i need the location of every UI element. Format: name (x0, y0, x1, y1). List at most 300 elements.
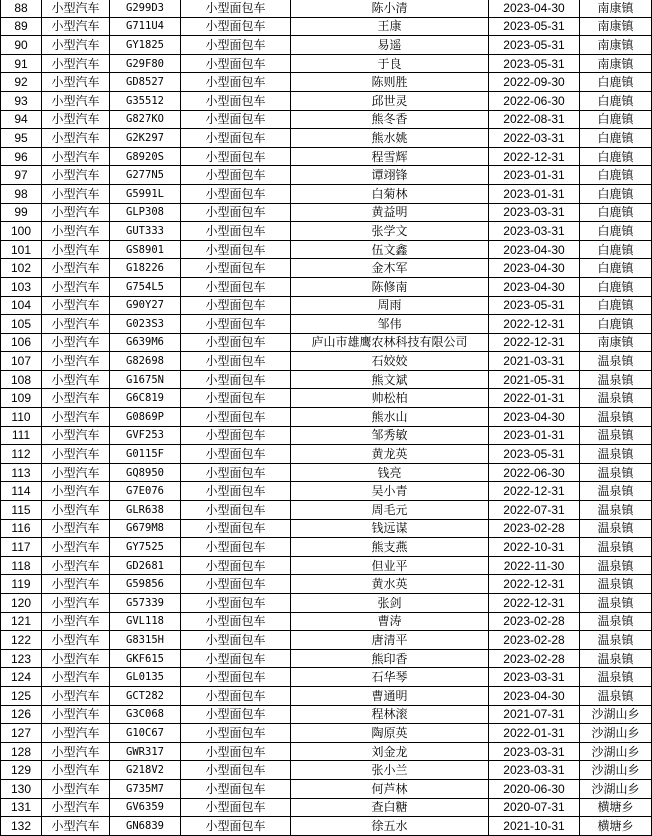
date-cell: 2022-01-31 (489, 389, 580, 408)
owner-cell: 石姣姣 (291, 352, 489, 371)
plate-number-cell: G5991L (110, 184, 181, 203)
table-row (1, 556, 652, 575)
vehicle-type-cell: 小型面包车 (181, 0, 291, 17)
plate-type-cell: 小型汽车 (42, 296, 110, 315)
owner-cell: 曹通明 (291, 686, 489, 705)
date-cell: 2022-12-31 (489, 575, 580, 594)
owner-cell: 黄益明 (291, 203, 489, 222)
town-cell: 温泉镇 (580, 426, 652, 445)
table-row (1, 631, 652, 650)
date-cell: 2023-03-31 (489, 222, 580, 241)
date-cell: 2023-04-30 (489, 277, 580, 296)
vehicle-type-cell: 小型面包车 (181, 445, 291, 464)
row-number-cell: 112 (1, 445, 42, 464)
date-cell: 2020-06-30 (489, 779, 580, 798)
table-row (1, 277, 652, 296)
table-row (1, 482, 652, 501)
owner-cell: 金木军 (291, 259, 489, 278)
owner-cell: 于良 (291, 54, 489, 73)
plate-number-cell: GD2681 (110, 556, 181, 575)
vehicle-type-cell: 小型面包车 (181, 333, 291, 352)
row-number-cell: 94 (1, 110, 42, 129)
town-cell: 白鹿镇 (580, 184, 652, 203)
date-cell: 2022-07-31 (489, 501, 580, 520)
table-row (1, 724, 652, 743)
row-number-cell: 88 (1, 0, 42, 17)
plate-type-cell: 小型汽车 (42, 408, 110, 427)
owner-cell: 黄龙英 (291, 445, 489, 464)
plate-type-cell: 小型汽车 (42, 798, 110, 817)
town-cell: 温泉镇 (580, 612, 652, 631)
row-number-cell: 132 (1, 817, 42, 836)
plate-number-cell: G8315H (110, 631, 181, 650)
plate-type-cell: 小型汽车 (42, 389, 110, 408)
row-number-cell: 128 (1, 742, 42, 761)
owner-cell: 刘金龙 (291, 742, 489, 761)
table-row (1, 426, 652, 445)
town-cell: 白鹿镇 (580, 147, 652, 166)
vehicle-type-cell: 小型面包车 (181, 575, 291, 594)
plate-number-cell: G218V2 (110, 761, 181, 780)
row-number-cell: 108 (1, 370, 42, 389)
table-row (1, 110, 652, 129)
plate-number-cell: G29F80 (110, 54, 181, 73)
plate-number-cell: GD8527 (110, 73, 181, 92)
row-number-cell: 122 (1, 631, 42, 650)
plate-type-cell: 小型汽车 (42, 91, 110, 110)
town-cell: 温泉镇 (580, 649, 652, 668)
town-cell: 南康镇 (580, 54, 652, 73)
owner-cell: 伍文鑫 (291, 240, 489, 259)
plate-number-cell: GN6839 (110, 817, 181, 836)
plate-type-cell: 小型汽车 (42, 742, 110, 761)
plate-type-cell: 小型汽车 (42, 501, 110, 520)
table-row (1, 519, 652, 538)
table-row (1, 315, 652, 334)
owner-cell: 张剑 (291, 594, 489, 613)
plate-number-cell: G8920S (110, 147, 181, 166)
plate-type-cell: 小型汽车 (42, 482, 110, 501)
table-row (1, 389, 652, 408)
plate-type-cell: 小型汽车 (42, 54, 110, 73)
table-row (1, 445, 652, 464)
vehicle-type-cell: 小型面包车 (181, 686, 291, 705)
table-row (1, 17, 652, 36)
row-number-cell: 124 (1, 668, 42, 687)
plate-type-cell: 小型汽车 (42, 333, 110, 352)
plate-type-cell: 小型汽车 (42, 240, 110, 259)
plate-type-cell: 小型汽车 (42, 463, 110, 482)
plate-type-cell: 小型汽车 (42, 166, 110, 185)
owner-cell: 王康 (291, 17, 489, 36)
owner-cell: 查白糖 (291, 798, 489, 817)
vehicle-type-cell: 小型面包车 (181, 779, 291, 798)
town-cell: 白鹿镇 (580, 203, 652, 222)
vehicle-type-cell: 小型面包车 (181, 147, 291, 166)
plate-type-cell: 小型汽车 (42, 556, 110, 575)
table-row (1, 501, 652, 520)
vehicle-type-cell: 小型面包车 (181, 389, 291, 408)
date-cell: 2022-12-31 (489, 147, 580, 166)
date-cell: 2022-01-31 (489, 724, 580, 743)
plate-number-cell: GKF615 (110, 649, 181, 668)
date-cell: 2023-01-31 (489, 184, 580, 203)
row-number-cell: 102 (1, 259, 42, 278)
town-cell: 白鹿镇 (580, 240, 652, 259)
vehicle-type-cell: 小型面包车 (181, 426, 291, 445)
town-cell: 白鹿镇 (580, 296, 652, 315)
plate-type-cell: 小型汽车 (42, 129, 110, 148)
table-row (1, 129, 652, 148)
plate-number-cell: GLR638 (110, 501, 181, 520)
date-cell: 2022-06-30 (489, 463, 580, 482)
vehicle-type-cell: 小型面包车 (181, 761, 291, 780)
owner-cell: 熊水山 (291, 408, 489, 427)
date-cell: 2023-03-31 (489, 203, 580, 222)
table-row (1, 352, 652, 371)
table-body (1, 0, 652, 835)
owner-cell: 程林滚 (291, 705, 489, 724)
town-cell: 沙湖山乡 (580, 705, 652, 724)
table-row (1, 798, 652, 817)
vehicle-type-cell: 小型面包车 (181, 649, 291, 668)
vehicle-type-cell: 小型面包车 (181, 798, 291, 817)
town-cell: 白鹿镇 (580, 129, 652, 148)
row-number-cell: 91 (1, 54, 42, 73)
vehicle-type-cell: 小型面包车 (181, 54, 291, 73)
row-number-cell: 107 (1, 352, 42, 371)
plate-number-cell: GY7525 (110, 538, 181, 557)
town-cell: 白鹿镇 (580, 110, 652, 129)
vehicle-type-cell: 小型面包车 (181, 17, 291, 36)
owner-cell: 程雪辉 (291, 147, 489, 166)
vehicle-type-cell: 小型面包车 (181, 482, 291, 501)
row-number-cell: 97 (1, 166, 42, 185)
table-row (1, 370, 652, 389)
table-row (1, 36, 652, 55)
plate-number-cell: G90Y27 (110, 296, 181, 315)
owner-cell: 熊支燕 (291, 538, 489, 557)
town-cell: 温泉镇 (580, 408, 652, 427)
plate-number-cell: G18226 (110, 259, 181, 278)
row-number-cell: 93 (1, 91, 42, 110)
town-cell: 南康镇 (580, 0, 652, 17)
vehicle-type-cell: 小型面包车 (181, 73, 291, 92)
plate-number-cell: G827KO (110, 110, 181, 129)
town-cell: 温泉镇 (580, 352, 652, 371)
vehicle-type-cell: 小型面包车 (181, 370, 291, 389)
vehicle-type-cell: 小型面包车 (181, 110, 291, 129)
row-number-cell: 106 (1, 333, 42, 352)
town-cell: 白鹿镇 (580, 166, 652, 185)
date-cell: 2023-02-28 (489, 519, 580, 538)
date-cell: 2023-05-31 (489, 36, 580, 55)
row-number-cell: 130 (1, 779, 42, 798)
row-number-cell: 99 (1, 203, 42, 222)
date-cell: 2023-05-31 (489, 445, 580, 464)
row-number-cell: 131 (1, 798, 42, 817)
plate-number-cell: G711U4 (110, 17, 181, 36)
town-cell: 温泉镇 (580, 668, 652, 687)
vehicle-type-cell: 小型面包车 (181, 36, 291, 55)
town-cell: 白鹿镇 (580, 222, 652, 241)
town-cell: 温泉镇 (580, 482, 652, 501)
plate-type-cell: 小型汽车 (42, 594, 110, 613)
plate-number-cell: G35512 (110, 91, 181, 110)
date-cell: 2022-06-30 (489, 91, 580, 110)
town-cell: 温泉镇 (580, 631, 652, 650)
plate-number-cell: G1675N (110, 370, 181, 389)
table-row (1, 147, 652, 166)
plate-number-cell: G59856 (110, 575, 181, 594)
plate-type-cell: 小型汽车 (42, 519, 110, 538)
plate-number-cell: G0115F (110, 445, 181, 464)
row-number-cell: 104 (1, 296, 42, 315)
date-cell: 2020-07-31 (489, 798, 580, 817)
vehicle-type-cell: 小型面包车 (181, 408, 291, 427)
row-number-cell: 110 (1, 408, 42, 427)
vehicle-type-cell: 小型面包车 (181, 705, 291, 724)
town-cell: 沙湖山乡 (580, 724, 652, 743)
plate-number-cell: GY1825 (110, 36, 181, 55)
plate-number-cell: GUT333 (110, 222, 181, 241)
town-cell: 温泉镇 (580, 519, 652, 538)
owner-cell: 钱远谋 (291, 519, 489, 538)
plate-number-cell: G754L5 (110, 277, 181, 296)
date-cell: 2023-04-30 (489, 408, 580, 427)
table-row (1, 296, 652, 315)
plate-type-cell: 小型汽车 (42, 352, 110, 371)
owner-cell: 邱世灵 (291, 91, 489, 110)
town-cell: 温泉镇 (580, 445, 652, 464)
owner-cell: 钱亮 (291, 463, 489, 482)
table-row (1, 742, 652, 761)
plate-type-cell: 小型汽车 (42, 277, 110, 296)
table-row (1, 91, 652, 110)
row-number-cell: 92 (1, 73, 42, 92)
table-row (1, 686, 652, 705)
owner-cell: 曹涛 (291, 612, 489, 631)
date-cell: 2023-04-30 (489, 240, 580, 259)
plate-type-cell: 小型汽车 (42, 203, 110, 222)
table-row (1, 649, 652, 668)
row-number-cell: 95 (1, 129, 42, 148)
row-number-cell: 101 (1, 240, 42, 259)
date-cell: 2021-10-31 (489, 817, 580, 836)
vehicle-type-cell: 小型面包车 (181, 742, 291, 761)
date-cell: 2022-10-31 (489, 538, 580, 557)
plate-type-cell: 小型汽车 (42, 631, 110, 650)
date-cell: 2023-03-31 (489, 761, 580, 780)
owner-cell: 熊文斌 (291, 370, 489, 389)
table-row (1, 184, 652, 203)
owner-cell: 徐五水 (291, 817, 489, 836)
town-cell: 温泉镇 (580, 556, 652, 575)
owner-cell: 何芦林 (291, 779, 489, 798)
table-row (1, 817, 652, 836)
table-row (1, 73, 652, 92)
owner-cell: 但业平 (291, 556, 489, 575)
date-cell: 2023-05-31 (489, 296, 580, 315)
vehicle-type-cell: 小型面包车 (181, 538, 291, 557)
town-cell: 横塘乡 (580, 798, 652, 817)
date-cell: 2022-12-31 (489, 315, 580, 334)
table-row (1, 594, 652, 613)
town-cell: 沙湖山乡 (580, 779, 652, 798)
vehicle-type-cell: 小型面包车 (181, 519, 291, 538)
table-row (1, 705, 652, 724)
row-number-cell: 100 (1, 222, 42, 241)
vehicle-type-cell: 小型面包车 (181, 240, 291, 259)
row-number-cell: 90 (1, 36, 42, 55)
row-number-cell: 111 (1, 426, 42, 445)
town-cell: 南康镇 (580, 17, 652, 36)
table-row (1, 779, 652, 798)
town-cell: 温泉镇 (580, 686, 652, 705)
town-cell: 温泉镇 (580, 594, 652, 613)
plate-number-cell: GCT282 (110, 686, 181, 705)
town-cell: 横塘乡 (580, 817, 652, 836)
plate-type-cell: 小型汽车 (42, 0, 110, 17)
vehicle-type-cell: 小型面包车 (181, 315, 291, 334)
date-cell: 2021-07-31 (489, 705, 580, 724)
plate-number-cell: G6C819 (110, 389, 181, 408)
table-row (1, 259, 652, 278)
owner-cell: 周雨 (291, 296, 489, 315)
row-number-cell: 89 (1, 17, 42, 36)
table-row (1, 0, 652, 17)
plate-number-cell: G679M8 (110, 519, 181, 538)
plate-type-cell: 小型汽车 (42, 445, 110, 464)
plate-type-cell: 小型汽车 (42, 370, 110, 389)
date-cell: 2023-04-30 (489, 686, 580, 705)
plate-number-cell: G0869P (110, 408, 181, 427)
town-cell: 南康镇 (580, 36, 652, 55)
table-row (1, 240, 652, 259)
date-cell: 2022-12-31 (489, 333, 580, 352)
vehicle-type-cell: 小型面包车 (181, 203, 291, 222)
plate-type-cell: 小型汽车 (42, 575, 110, 594)
plate-type-cell: 小型汽车 (42, 426, 110, 445)
plate-type-cell: 小型汽车 (42, 17, 110, 36)
owner-cell: 邹伟 (291, 315, 489, 334)
town-cell: 沙湖山乡 (580, 742, 652, 761)
date-cell: 2023-05-31 (489, 54, 580, 73)
date-cell: 2023-01-31 (489, 426, 580, 445)
vehicle-type-cell: 小型面包车 (181, 222, 291, 241)
town-cell: 白鹿镇 (580, 315, 652, 334)
town-cell: 南康镇 (580, 333, 652, 352)
row-number-cell: 118 (1, 556, 42, 575)
plate-type-cell: 小型汽车 (42, 259, 110, 278)
vehicle-type-cell: 小型面包车 (181, 724, 291, 743)
owner-cell: 邹秀敏 (291, 426, 489, 445)
town-cell: 白鹿镇 (580, 259, 652, 278)
plate-type-cell: 小型汽车 (42, 761, 110, 780)
owner-cell: 黄水英 (291, 575, 489, 594)
plate-number-cell: GV6359 (110, 798, 181, 817)
date-cell: 2023-02-28 (489, 631, 580, 650)
town-cell: 温泉镇 (580, 538, 652, 557)
vehicle-type-cell: 小型面包车 (181, 817, 291, 836)
table-row (1, 408, 652, 427)
town-cell: 白鹿镇 (580, 91, 652, 110)
plate-number-cell: G735M7 (110, 779, 181, 798)
date-cell: 2023-01-31 (489, 166, 580, 185)
plate-number-cell: G57339 (110, 594, 181, 613)
row-number-cell: 98 (1, 184, 42, 203)
table-row (1, 612, 652, 631)
plate-type-cell: 小型汽车 (42, 184, 110, 203)
table-row (1, 668, 652, 687)
date-cell: 2022-03-31 (489, 129, 580, 148)
row-number-cell: 109 (1, 389, 42, 408)
town-cell: 温泉镇 (580, 575, 652, 594)
owner-cell: 陈小清 (291, 0, 489, 17)
vehicle-type-cell: 小型面包车 (181, 259, 291, 278)
town-cell: 温泉镇 (580, 501, 652, 520)
date-cell: 2021-03-31 (489, 352, 580, 371)
row-number-cell: 103 (1, 277, 42, 296)
town-cell: 温泉镇 (580, 389, 652, 408)
plate-type-cell: 小型汽车 (42, 686, 110, 705)
town-cell: 白鹿镇 (580, 73, 652, 92)
plate-number-cell: GVF253 (110, 426, 181, 445)
plate-number-cell: G277N5 (110, 166, 181, 185)
row-number-cell: 105 (1, 315, 42, 334)
date-cell: 2022-12-31 (489, 594, 580, 613)
row-number-cell: 96 (1, 147, 42, 166)
owner-cell: 张学文 (291, 222, 489, 241)
plate-type-cell: 小型汽车 (42, 147, 110, 166)
vehicle-type-cell: 小型面包车 (181, 501, 291, 520)
plate-type-cell: 小型汽车 (42, 222, 110, 241)
plate-type-cell: 小型汽车 (42, 315, 110, 334)
town-cell: 温泉镇 (580, 463, 652, 482)
table-row (1, 463, 652, 482)
row-number-cell: 125 (1, 686, 42, 705)
owner-cell: 陈修南 (291, 277, 489, 296)
date-cell: 2023-04-30 (489, 259, 580, 278)
table-row (1, 538, 652, 557)
owner-cell: 熊水姚 (291, 129, 489, 148)
table-row (1, 166, 652, 185)
owner-cell: 唐清平 (291, 631, 489, 650)
owner-cell: 帅松柏 (291, 389, 489, 408)
vehicle-type-cell: 小型面包车 (181, 612, 291, 631)
plate-number-cell: GQ8950 (110, 463, 181, 482)
vehicle-type-cell: 小型面包车 (181, 556, 291, 575)
table-row (1, 203, 652, 222)
date-cell: 2023-03-31 (489, 668, 580, 687)
plate-number-cell: G82698 (110, 352, 181, 371)
row-number-cell: 123 (1, 649, 42, 668)
vehicle-type-cell: 小型面包车 (181, 129, 291, 148)
plate-type-cell: 小型汽车 (42, 817, 110, 836)
owner-cell: 陈则胜 (291, 73, 489, 92)
plate-number-cell: G3C068 (110, 705, 181, 724)
table-row (1, 575, 652, 594)
vehicle-type-cell: 小型面包车 (181, 668, 291, 687)
table-row (1, 54, 652, 73)
row-number-cell: 113 (1, 463, 42, 482)
plate-number-cell: GWR317 (110, 742, 181, 761)
owner-cell: 白菊林 (291, 184, 489, 203)
plate-number-cell: G299D3 (110, 0, 181, 17)
date-cell: 2022-12-31 (489, 482, 580, 501)
owner-cell: 庐山市雄鹰农林科技有限公司 (291, 333, 489, 352)
plate-number-cell: G7E076 (110, 482, 181, 501)
